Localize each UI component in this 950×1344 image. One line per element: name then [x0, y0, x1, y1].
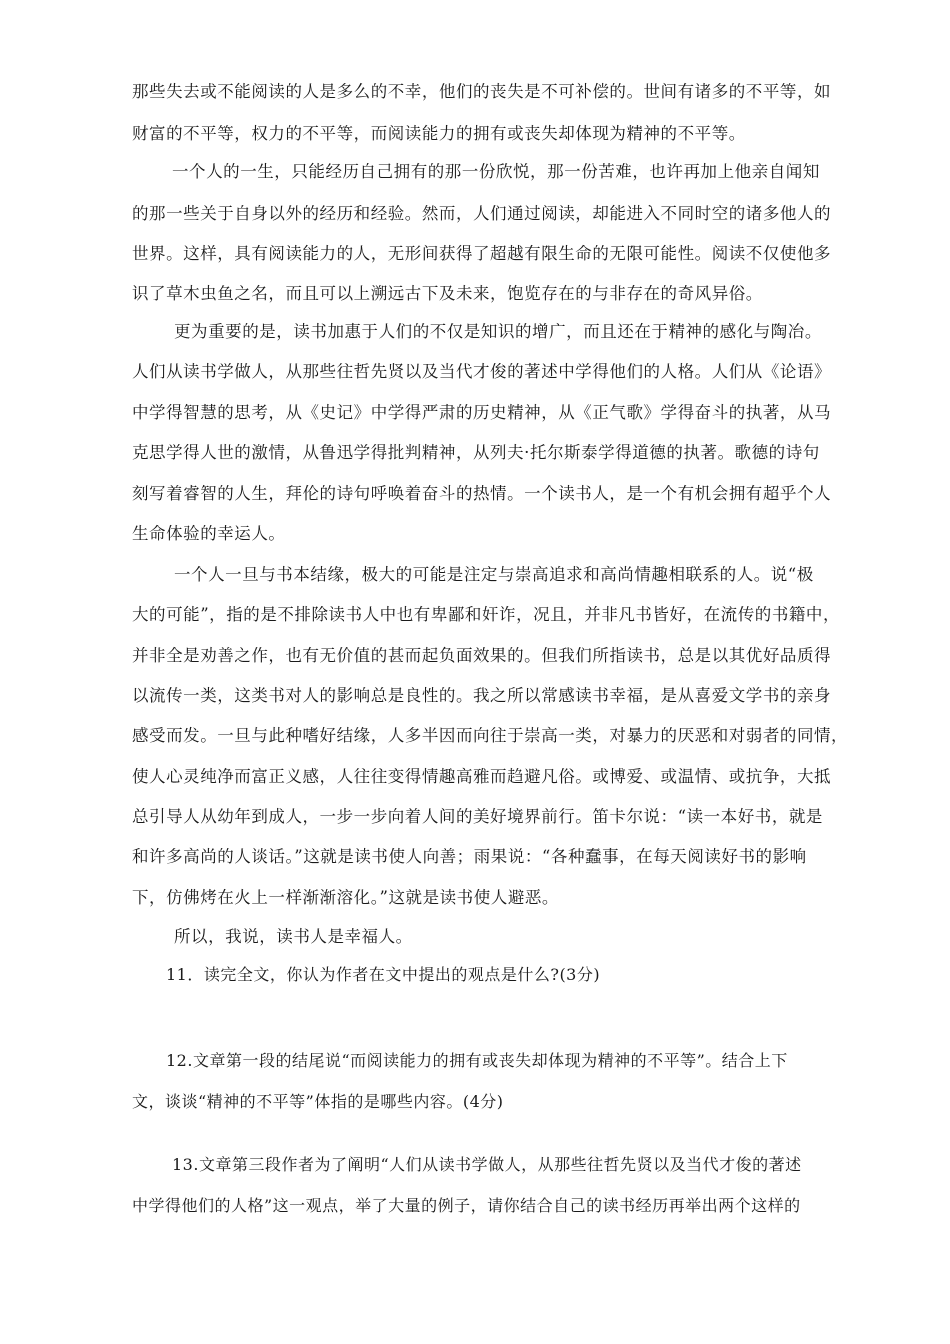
question-12-line-2: 文，谈谈“精神的不平等”体指的是哪些内容。(4分)	[132, 1092, 504, 1111]
paragraph-2-line-1: 一个人的一生，只能经历自己拥有的那一份欣悦，那一份苦难，也许再加上他亲自闻知	[172, 162, 820, 181]
question-13-line-2: 中学得他们的人格”这一观点，举了大量的例子，请你结合自己的读书经历再举出两个这样的	[132, 1196, 801, 1215]
paragraph-2-line-2: 的那一些关于自身以外的经历和经验。然而，人们通过阅读，却能进入不同时空的诸多他人的	[132, 204, 832, 223]
paragraph-3-line-1: 更为重要的是，读书加惠于人们的不仅是知识的增广，而且还在于精神的感化与陶冶。	[174, 322, 822, 341]
paragraph-4-line-7: 总引导人从幼年到成人，一步一步向着人间的美好境界前行。笛卡尔说：“读一本好书，就是	[132, 807, 823, 826]
paragraph-3-line-2: 人们从读书学做人，从那些往哲先贤以及当代才俊的著述中学得他们的人格。人们从《论语》	[132, 362, 832, 381]
paragraph-1-line-2: 财富的不平等，权力的不平等，而阅读能力的拥有或丧失却体现为精神的不平等。	[132, 124, 746, 143]
paragraph-3-line-3: 中学得智慧的思考，从《史记》中学得严肃的历史精神，从《正气歌》学得奋斗的执著，从马	[132, 403, 832, 422]
question-13-line-1: 13.文章第三段作者为了阐明“人们从读书学做人，从那些往哲先贤以及当代才俊的著述	[172, 1155, 802, 1174]
paragraph-3-line-4: 克思学得人世的激情，从鲁迅学得批判精神，从列夫·托尔斯泰学得道德的执著。歌德的诗句	[132, 443, 820, 462]
paragraph-1-line-1: 那些失去或不能阅读的人是多么的不幸，他们的丧失是不可补偿的。世间有诸多的不平等，如	[132, 82, 832, 101]
paragraph-4-line-8: 和许多高尚的人谈话。”这就是读书使人向善；雨果说：“各种蠢事，在每天阅读好书的影响	[132, 847, 807, 866]
paragraph-4-line-4: 以流传一类，这类书对人的影响总是良性的。我之所以常感读书幸福，是从喜爱文学书的亲身	[132, 686, 832, 705]
paragraph-3-line-6: 生命体验的幸运人。	[132, 524, 286, 543]
paragraph-3-line-5: 刻写着睿智的人生，拜伦的诗句呼唤着奋斗的热情。一个读书人，是一个有机会拥有超乎个人	[132, 484, 832, 503]
paragraph-4-line-5: 感受而发。一旦与此种嗜好结缘，人多半因而向往于崇高一类，对暴力的厌恶和对弱者的同情，	[132, 726, 849, 745]
paragraph-4-line-6: 使人心灵纯净而富正义感，人往往变得情趣高雅而趋避凡俗。或博爱、或温情、或抗争，大抵	[132, 767, 832, 786]
paragraph-4-line-3: 并非全是劝善之作，也有无价值的甚而起负面效果的。但我们所指读书，总是以其优好品质得	[132, 646, 832, 665]
paragraph-4-line-9: 下，仿佛烤在火上一样渐渐溶化。”这就是读书使人避恶。	[132, 888, 559, 907]
paragraph-2-line-4: 识了草木虫鱼之名，而且可以上溯远古下及未来，饱览存在的与非存在的奇风异俗。	[132, 284, 763, 303]
paragraph-4-line-2: 大的可能”，指的是不排除读书人中也有卑鄙和奸诈，况且，并非凡书皆好，在流传的书籍中，	[132, 605, 841, 624]
paragraph-5-line-1: 所以，我说，读书人是幸福人。	[174, 927, 413, 946]
question-11: 11．读完全文，你认为作者在文中提出的观点是什么?(3分)	[166, 965, 601, 984]
question-12-line-1: 12.文章第一段的结尾说“而阅读能力的拥有或丧失却体现为精神的不平等”。结合上下	[166, 1051, 788, 1070]
paragraph-2-line-3: 世界。这样，具有阅读能力的人，无形间获得了超越有限生命的无限可能性。阅读不仅使他多	[132, 244, 832, 263]
paragraph-4-line-1: 一个人一旦与书本结缘，极大的可能是注定与崇高追求和高尚情趣相联系的人。说“极	[174, 565, 814, 584]
